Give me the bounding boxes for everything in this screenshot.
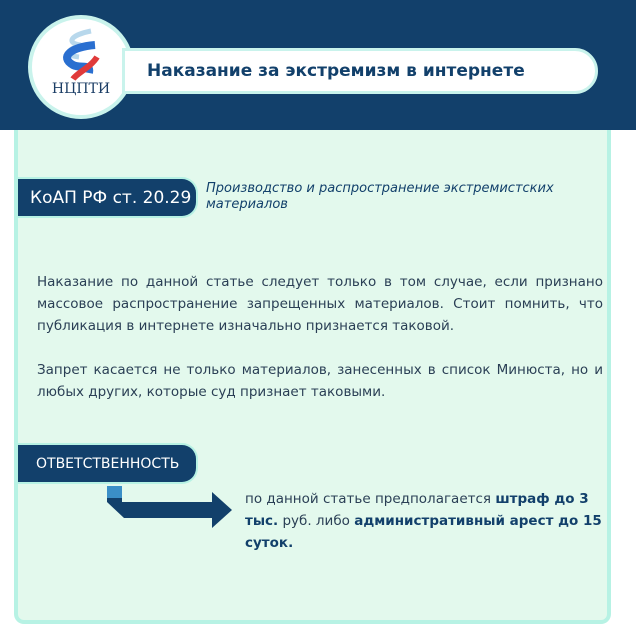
fine-text: штраф до 3 тыс. <box>245 491 589 529</box>
title-pill <box>122 48 598 94</box>
responsibility-label: ОТВЕТСТВЕННОСТЬ <box>36 455 180 472</box>
logo-ribbon-icon <box>51 27 111 85</box>
logo-text: НЦПТИ <box>51 81 111 97</box>
responsibility-text <box>245 488 615 554</box>
article-code: КоАП РФ ст. 20.29 <box>30 187 192 208</box>
article-code-badge <box>18 177 198 218</box>
article-subtitle: Производство и распространение экстремистских материалов <box>206 181 554 212</box>
page-title: Наказание за экстремизм в интернете <box>147 61 525 81</box>
text-part: руб. либо <box>278 513 355 529</box>
logo <box>28 15 134 119</box>
text-part: по данной статье предполагается <box>245 491 496 507</box>
paragraph-2: Запрет касается не только материалов, занесенных в список Минюста, но и любых других, которые суд признает таковыми. <box>37 362 603 400</box>
paragraph-1: Наказание по данной статье следует только в том случае, если признано массовое распространение запрещенных материалов. Стоит помнить, что публикация в интернете изначально признается таковой. <box>37 274 603 334</box>
arrow-icon <box>100 484 240 534</box>
responsibility-badge <box>18 443 198 484</box>
arrest-text: административный арест до 15 суток. <box>245 513 602 551</box>
